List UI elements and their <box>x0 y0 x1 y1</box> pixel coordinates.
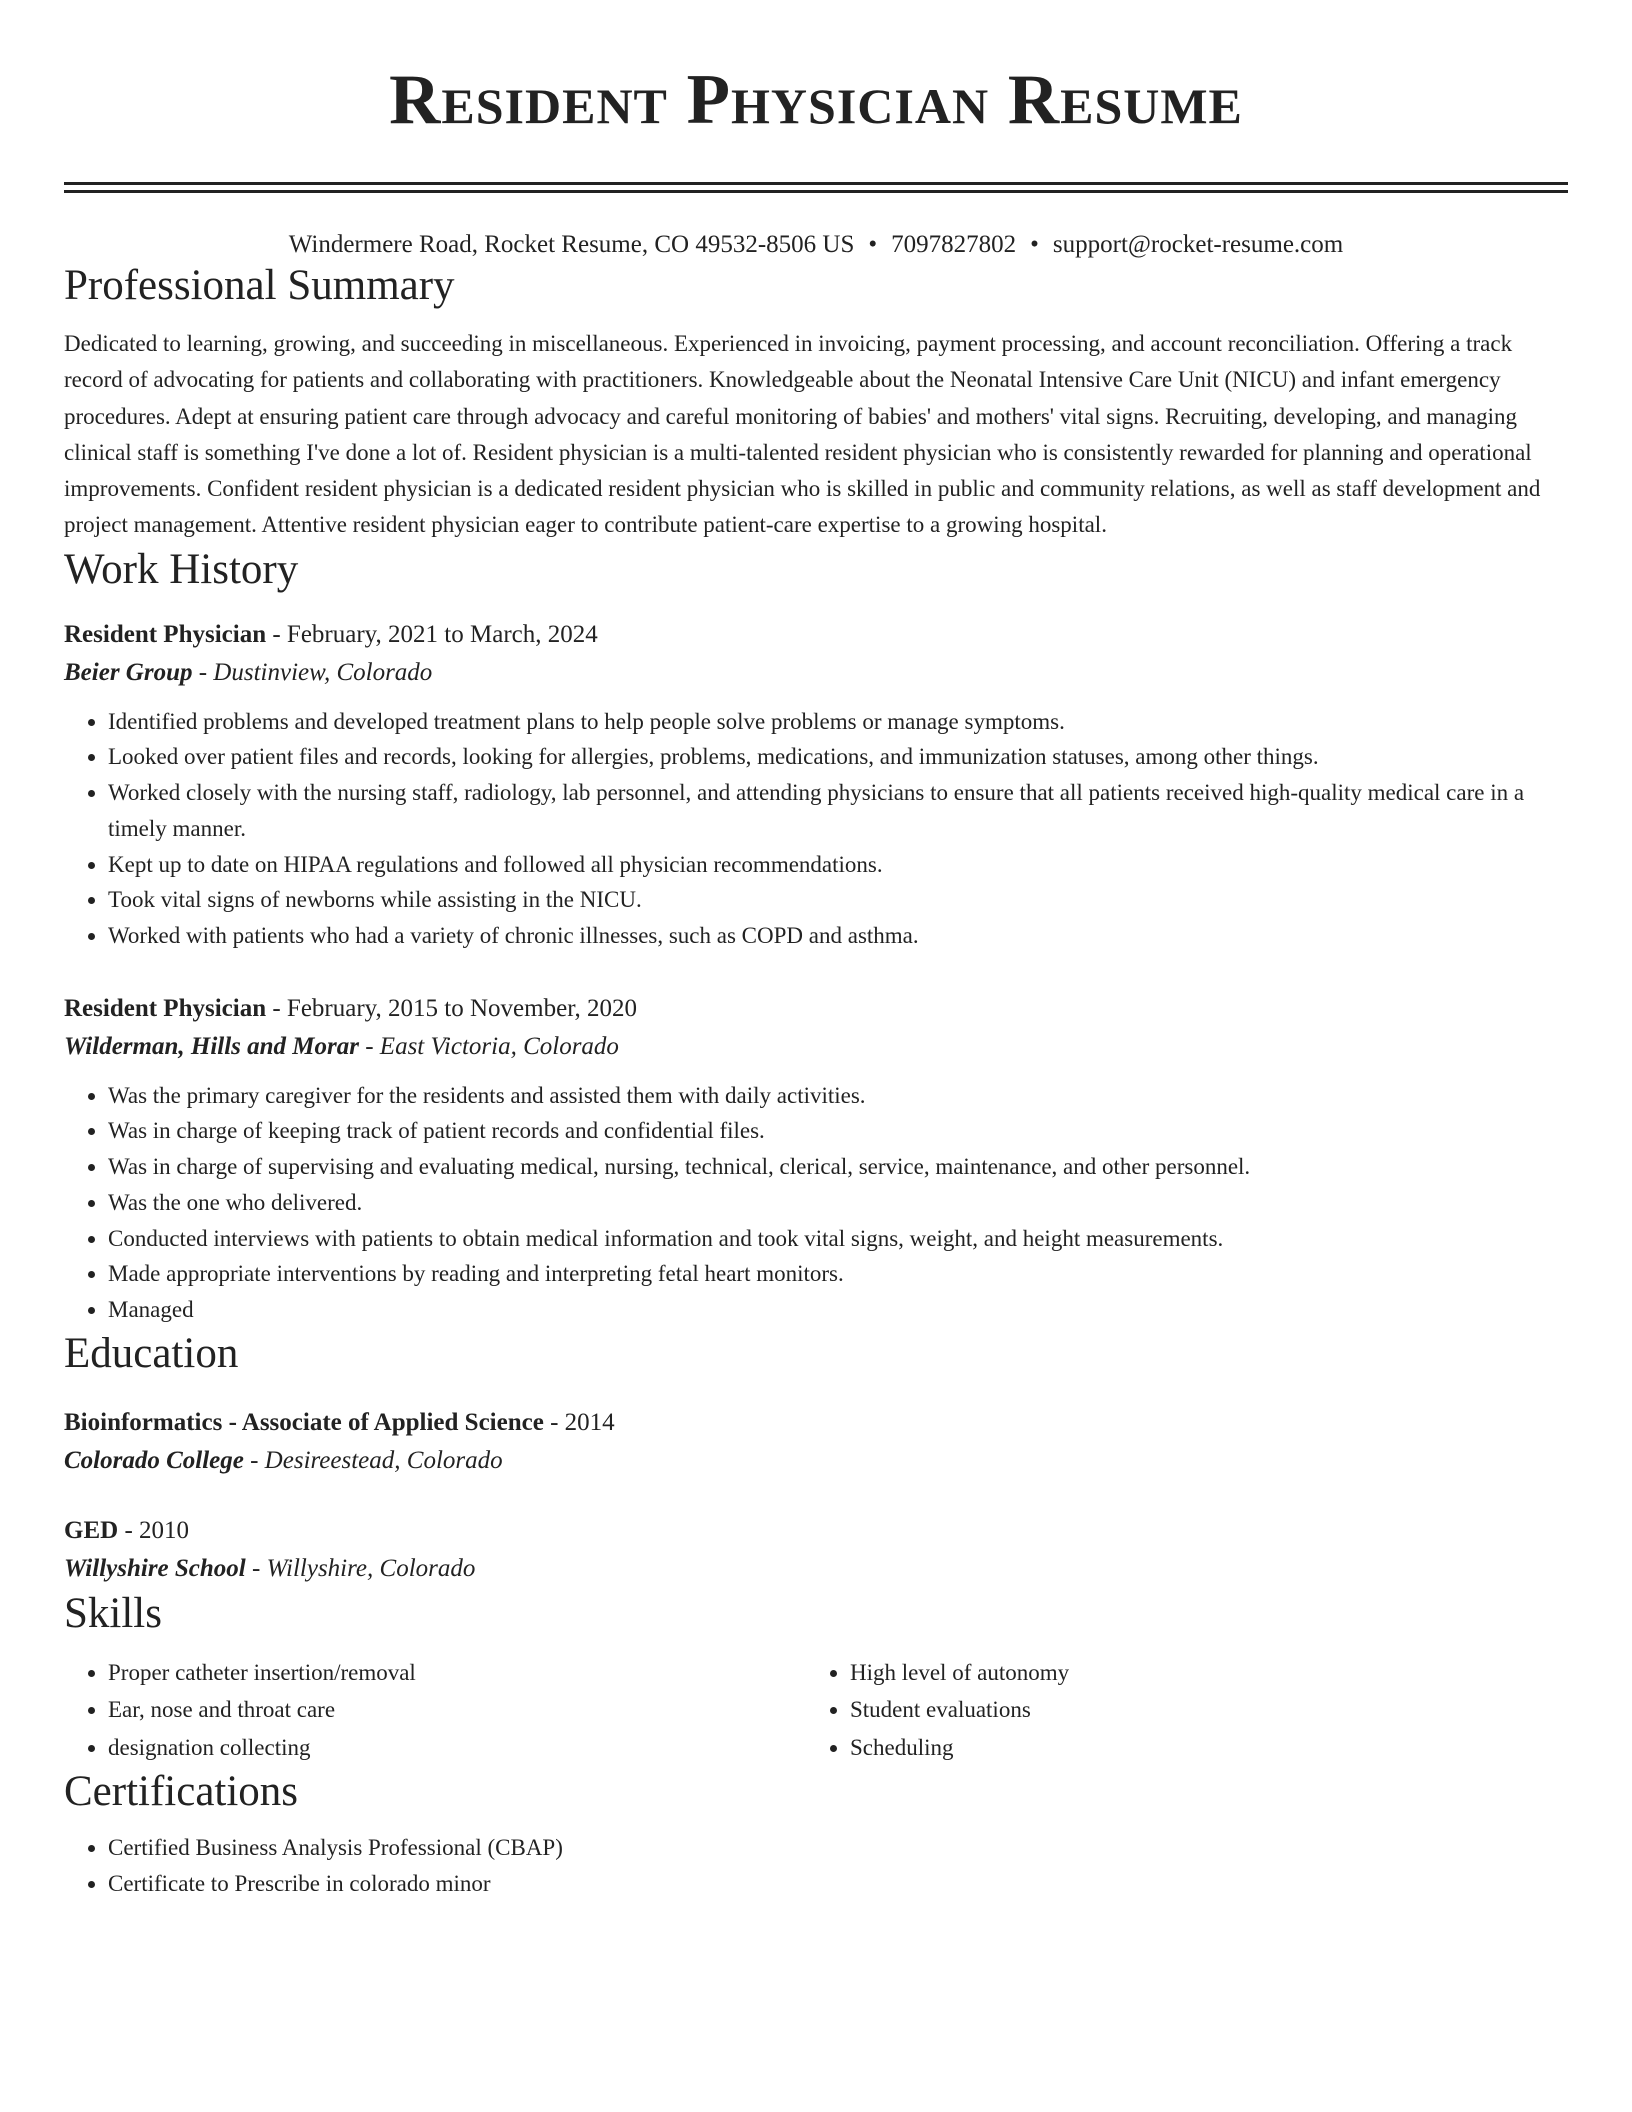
skills-grid <box>64 1654 1568 1767</box>
job-company-line <box>64 654 1568 692</box>
section-heading-summary: Professional Summary <box>64 262 455 309</box>
skill-item: • Student evaluations <box>850 1691 1568 1729</box>
list-item: • Made appropriate interventions by reading and interpreting fetal heart monitors. <box>108 1256 1568 1292</box>
list-item: • Worked with patients who had a variety of chronic illnesses, such as COPD and asthma. <box>108 918 1568 954</box>
job-company: Wilderman, Hills and Morar <box>64 1032 359 1060</box>
job-bullets <box>64 1078 1568 1328</box>
job-title: Resident Physician <box>64 994 267 1022</box>
contact-separator: • <box>1030 231 1039 258</box>
skills-column-right <box>806 1654 1568 1767</box>
contact-separator: • <box>868 231 878 258</box>
job-entry <box>64 990 1568 1328</box>
skill-item: • Ear, nose and throat care <box>108 1691 806 1729</box>
section-heading-certifications: Certifications <box>64 1768 299 1816</box>
skill-item: • Proper catheter insertion/removal <box>108 1654 806 1692</box>
job-dates: - February, 2015 to November, 2020 <box>266 994 638 1022</box>
certifications-list <box>64 1830 1568 1901</box>
skill-item: • Scheduling <box>850 1729 1568 1767</box>
education-school-line <box>64 1550 1568 1588</box>
education-degree-line <box>64 1512 1568 1550</box>
contact-email: support@rocket-resume.com <box>1052 231 1344 258</box>
skill-item: • designation collecting <box>108 1729 806 1767</box>
contact-address: Windermere Road, Rocket Resume, CO 49532-8506 US <box>288 231 855 258</box>
section-heading-education: Education <box>64 1329 239 1377</box>
education-entry <box>64 1404 1568 1480</box>
list-item: • Was the one who delivered. <box>108 1185 1568 1221</box>
list-item: • Kept up to date on HIPAA regulations and followed all physician recommendations. <box>108 847 1568 883</box>
education-school: Colorado College <box>64 1446 244 1474</box>
list-item: • Was in charge of keeping track of patient records and confidential files. <box>108 1113 1568 1149</box>
title-divider-bottom <box>64 190 1568 193</box>
education-year: - 2014 <box>543 1408 615 1436</box>
job-entry <box>64 616 1568 954</box>
skills-column-left <box>64 1654 806 1767</box>
page-title: Resident Physician Resume <box>389 61 1243 139</box>
list-item: • Looked over patient files and records, looking for allergies, problems, medications, and immunization statuses, among other things. <box>108 739 1568 775</box>
list-item: • Conducted interviews with patients to obtain medical information and took vital signs, weight, and height measurements. <box>108 1221 1568 1257</box>
certification-item: • Certificate to Prescribe in colorado minor <box>108 1866 1568 1902</box>
skill-item: • High level of autonomy <box>850 1654 1568 1692</box>
list-item: • Was in charge of supervising and evaluating medical, nursing, technical, clerical, service, maintenance, and other personnel. <box>108 1149 1568 1185</box>
job-title: Resident Physician <box>64 620 267 648</box>
job-bullets <box>64 704 1568 954</box>
title-divider-top <box>64 182 1568 185</box>
education-location: - Willyshire, Colorado <box>245 1554 476 1582</box>
list-item: • Managed <box>108 1292 1568 1328</box>
job-company-line <box>64 1028 1568 1066</box>
list-item: • Identified problems and developed treatment plans to help people solve problems or manage symptoms. <box>108 704 1568 740</box>
section-heading-work-history: Work History <box>64 545 299 593</box>
job-title-line <box>64 990 1568 1028</box>
education-entry <box>64 1512 1568 1588</box>
education-location: - Desireestead, Colorado <box>243 1446 503 1474</box>
job-dates: - February, 2021 to March, 2024 <box>266 620 598 648</box>
education-school: Willyshire School <box>64 1554 246 1582</box>
job-location: - Dustinview, Colorado <box>192 658 433 686</box>
education-school-line <box>64 1442 1568 1480</box>
list-item: • Worked closely with the nursing staff, radiology, lab personnel, and attending physicians to ensure that all patients received high-quality medical care in a timely manner. <box>108 775 1568 846</box>
education-year: - 2010 <box>118 1516 190 1544</box>
list-item: • Took vital signs of newborns while assisting in the NICU. <box>108 882 1568 918</box>
contact-line <box>64 230 1568 260</box>
job-title-line <box>64 616 1568 654</box>
education-degree-line <box>64 1404 1568 1442</box>
contact-phone: 7097827802 <box>891 231 1017 258</box>
job-location: - East Victoria, Colorado <box>358 1032 619 1060</box>
education-degree: Bioinformatics - Associate of Applied Science <box>64 1408 544 1436</box>
job-company: Beier Group <box>64 658 193 686</box>
summary-text: Dedicated to learning, growing, and succeeding in miscellaneous. Experienced in invoicing, payment processing, and account reconciliation. Offering a track record of advocating for patients and collaborating with practitioners. Knowledgeable about the Neonatal Intensive Care Unit (NICU) and infant emergency procedures. Adept at ensuring patient care through advocacy and careful monitoring of babies' and mothers' vital signs. Recruiting, developing, and managing clinical staff is something I've done a lot of. Resident physician is a multi-talented resident physician who is consistently rewarded for planning and operational improvements. Confident resident physician is a dedicated resident physician who is skilled in public and community relations, as well as staff development and project management. Attentive resident physician eager to contribute patient-care expertise to a growing hospital. <box>64 331 1541 538</box>
list-item: • Was the primary caregiver for the residents and assisted them with daily activities. <box>108 1078 1568 1114</box>
section-heading-skills: Skills <box>64 1589 162 1637</box>
education-degree: GED <box>64 1516 119 1544</box>
certification-item: • Certified Business Analysis Professional (CBAP) <box>108 1830 1568 1866</box>
